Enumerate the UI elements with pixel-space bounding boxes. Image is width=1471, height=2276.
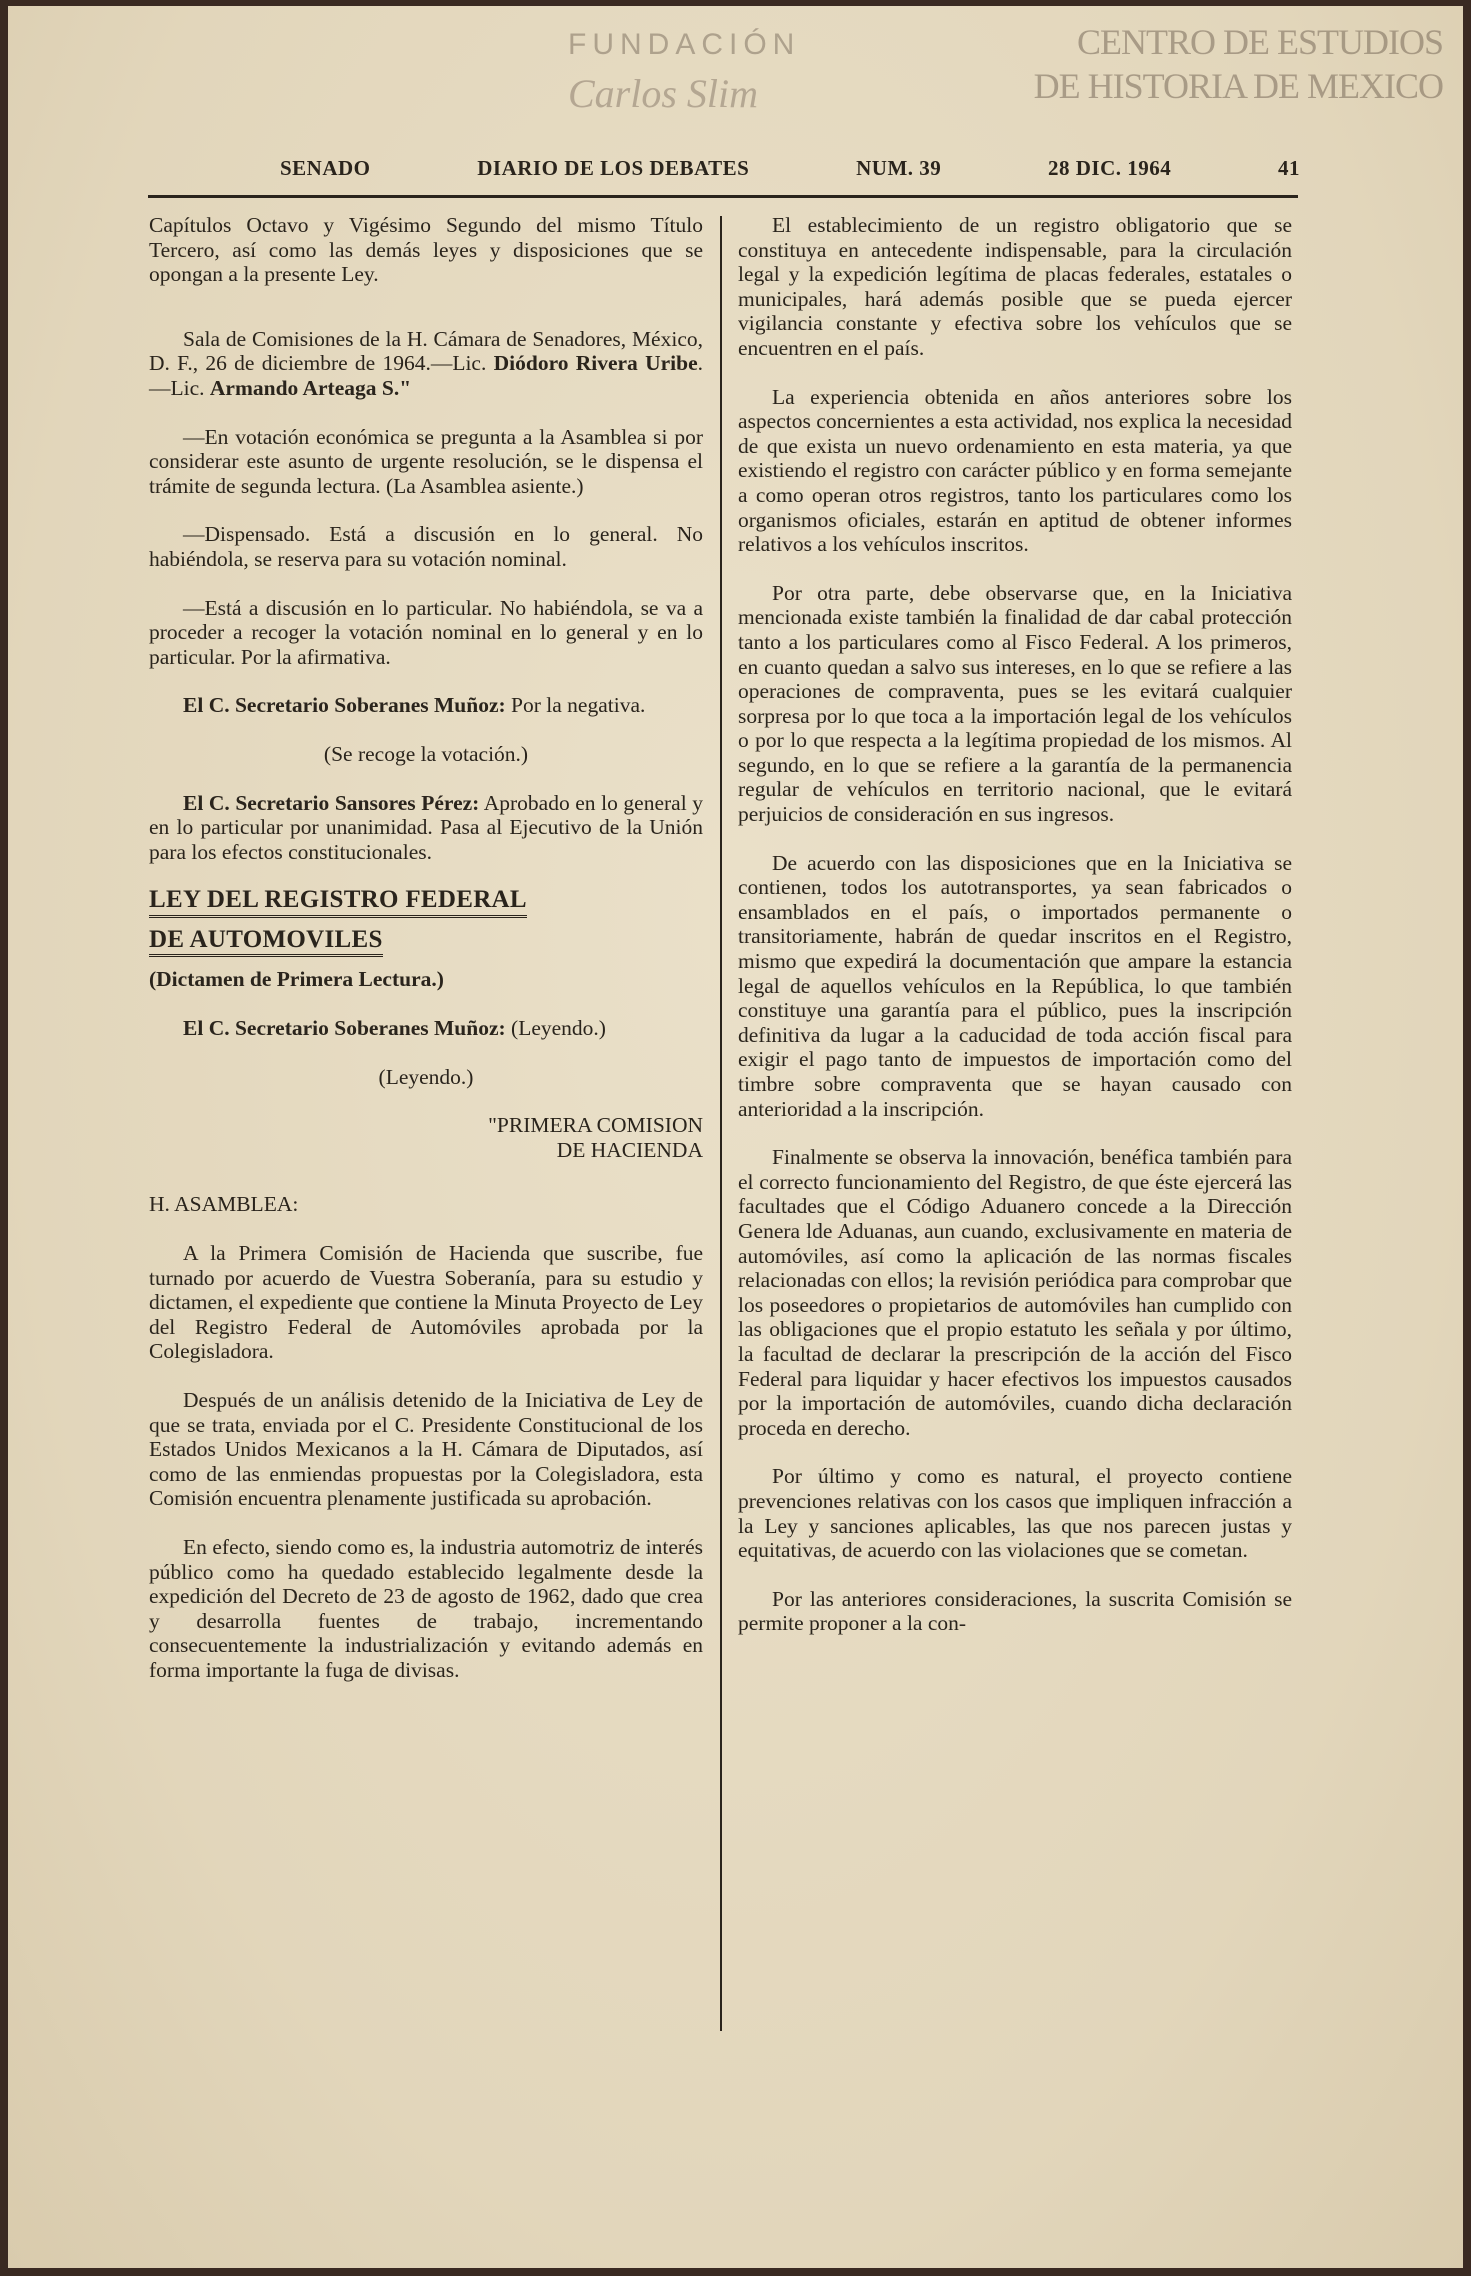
scanned-page (8, 6, 1463, 2268)
paragraph: (Leyendo.) (378, 1064, 474, 1089)
header-publication: DIARIO DE LOS DEBATES (477, 156, 750, 180)
paragraph: De acuerdo con las disposiciones que en la Iniciativa se contienen, todos los autotransportes, ya sean fabricados o ensamblados en el país, o importados permanente o transitoriamente, habrán de quedar inscritos en el Registro, mismo que expedirá la documentación que ampare la estancia legal de aquellos vehículos en la República, lo que también constituye una garantía para el público, pues la inscripción definitiva da lugar a la caducidad de toda acción fiscal para exigir el pago tanto de impuestos de importación como del timbre sobre compraventa que se hayan causado con anterioridad a la inscripción. (738, 850, 1292, 1121)
signature-paragraph (149, 327, 703, 401)
watermark (923, 20, 1443, 108)
speaker-name: El C. Secretario Soberanes Muñoz: (183, 1016, 506, 1041)
text: Por la negativa. (505, 693, 646, 718)
watermark-fundacion: FUNDACIÓN (568, 28, 801, 61)
watermark-signature: Carlos Slim (568, 71, 759, 116)
speaker-paragraph (149, 791, 703, 865)
paragraph: (Se recoge la votación.) (323, 741, 529, 766)
header-page-number: 41 (1278, 156, 1300, 180)
text: .—Lic. (149, 351, 703, 400)
paragraph: Por último y como es natural, el proyecto contiene prevenciones relativas con los casos que impliquen infracción a la Ley y sanciones aplicables, las que nos parecen justas y equitativas, de acuerdo con las violaciones que se cometan. (738, 1464, 1292, 1563)
paragraph: A la Primera Comisión de Hacienda que suscribe, fue turnado por acuerdo de Vuestra Soberanía, para su estudio y dictamen, el expediente que contiene la Minuta Proyecto de Ley del Registro Federal de Automóviles aprobada por la Colegisladora. (149, 1241, 703, 1364)
salutation: H. ASAMBLEA: (149, 1192, 299, 1217)
paragraph: Capítulos Octavo y Vigésimo Segundo del mismo Título Tercero, así como las demás leyes y disposiciones que se opongan a la presente Ley. (149, 213, 703, 287)
section-title: LEY DEL REGISTRO FEDERAL (149, 888, 527, 918)
speaker-name: El C. Secretario Soberanes Muñoz: (183, 693, 506, 718)
paragraph: Por las anteriores consideraciones, la suscrita Comisión se permite proponer a la con- (738, 1586, 1292, 1636)
watermark-line: DE HISTORIA (1033, 66, 1246, 106)
watermark-line: CENTRO DE (1076, 22, 1269, 62)
paragraph: Finalmente se observa la innovación, benéfica también para el correcto funcionamiento del Registro, de que éste ejercerá las facultades que el Código Aduanero concede a la Dirección Genera lde Aduanas, aun cuando, exclusivamente en materia de automóviles, así como la aplicación de las normas fiscales relacionadas con ellos; la revisión periódica para comprobar que los poseedores o propietarios de automóviles han cumplido con las obligaciones que el propio estatuto les señala y por último, la facultad de declarar la prescripción de la acción del Fisco Federal para liquidar y hacer efectivos los impuestos causados por la importación de automóviles, cuando dicha declaración proceda en derecho. (738, 1145, 1292, 1440)
right-column (738, 213, 1292, 1660)
left-column (149, 213, 703, 1707)
paragraph: La experiencia obtenida en años anteriores sobre los aspectos concernientes a esta actividad, nos explica la necesidad de que exista un nuevo ordenamiento en esta materia, ya que existiendo el registro con carácter público y en forma semejante a como operan otros registros, tanto los particulares como los organismos oficiales, estarán en aptitud de obtener informes relativos a los vehículos inscritos. (738, 384, 1292, 557)
watermark-line: ESTUDIOS (1276, 22, 1443, 62)
section-title: DE AUTOMOVILES (149, 928, 383, 958)
paragraph: —Está a discusión en lo particular. No habiéndola, se va a proceder a recoger la votación nominal en lo general y en lo particular. Por la afirmativa. (149, 595, 703, 669)
header-number: NUM. 39 (856, 156, 942, 180)
paragraph: —En votación económica se pregunta a la Asamblea si por considerar este asunto de urgente resolución, se le dispensa el trámite de segunda lectura. (La Asamblea asiente.) (149, 424, 703, 498)
header-date: 28 DIC. 1964 (1048, 156, 1172, 180)
watermark-line: DE MEXICO (1253, 66, 1443, 106)
text: (Leyendo.) (505, 1016, 606, 1041)
paragraph: —Dispensado. Está a discusión en lo general. No habiéndola, se reserva para su votación nominal. (149, 522, 703, 571)
signer-name: Armando Arteaga S." (209, 375, 412, 400)
signer-name: Diódoro Rivera Uribe (493, 351, 698, 376)
paragraph: Por otra parte, debe observarse que, en la Iniciativa mencionada existe también la finalidad de dar cabal protección tanto a los particulares como al Fisco Federal. A los primeros, en cuanto quedan a salvo sus intereses, en lo que se refiere a las operaciones de compraventa, pues se les evitará cualquier sorpresa por lo que toca a la importación legal de los vehículos o por lo que respecta a la legítima propiedad de los mismos. Al segundo, en lo que se refiere a la garantía de la permanencia regular de vehículos en territorio nacional, que le evitará perjuicios de consideración en sus ingresos. (738, 580, 1292, 827)
speaker-paragraph (149, 1016, 703, 1041)
speaker-name: El C. Secretario Sansores Pérez: (183, 790, 480, 815)
paragraph: Después de un análisis detenido de la Iniciativa de Ley de que se trata, enviada por el C. Presidente Constitucional de los Estados Unidos Mexicanos a la H. Cámara de Diputados, así como de las enmiendas propuestas por la Colegisladora, esta Comisión encuentra plenamente justificada su aprobación. (149, 1388, 703, 1511)
text: Aprobado en lo general y en lo particular por unanimidad. Pasa al Ejecutivo de la Unión para los efectos constitucionales. (149, 790, 703, 864)
header-section: SENADO (280, 156, 371, 180)
column-divider (720, 216, 722, 2031)
speaker-paragraph (149, 693, 703, 718)
text: Sala de Comisiones de la H. Cámara de Senadores, México, D. F., 26 de diciembre de 1964.—Lic. (149, 326, 703, 376)
running-header (280, 156, 1300, 181)
commission-name: "PRIMERA COMISION (488, 1113, 703, 1138)
commission-name: DE HACIENDA (556, 1137, 703, 1162)
header-rule (148, 195, 1298, 198)
paragraph: El establecimiento de un registro obligatorio que se constituya en antecedente indispensable, para la circulación legal y la expedición legítima de placas federales, estatales o municipales, hará además posible que se pueda ejercer vigilancia constante y efectiva sobre los vehículos que se encuentren en el país. (738, 213, 1292, 360)
paragraph: En efecto, siendo como es, la industria automotriz de interés público como ha quedado establecido legalmente desde la expedición del Decreto de 23 de agosto de 1962, dado que crea y desarrolla fuentes de trabajo, incrementando consecuentemente la industrialización y evitando además en forma importante la fuga de divisas. (149, 1534, 703, 1682)
section-subtitle: (Dictamen de Primera Lectura.) (149, 967, 444, 992)
